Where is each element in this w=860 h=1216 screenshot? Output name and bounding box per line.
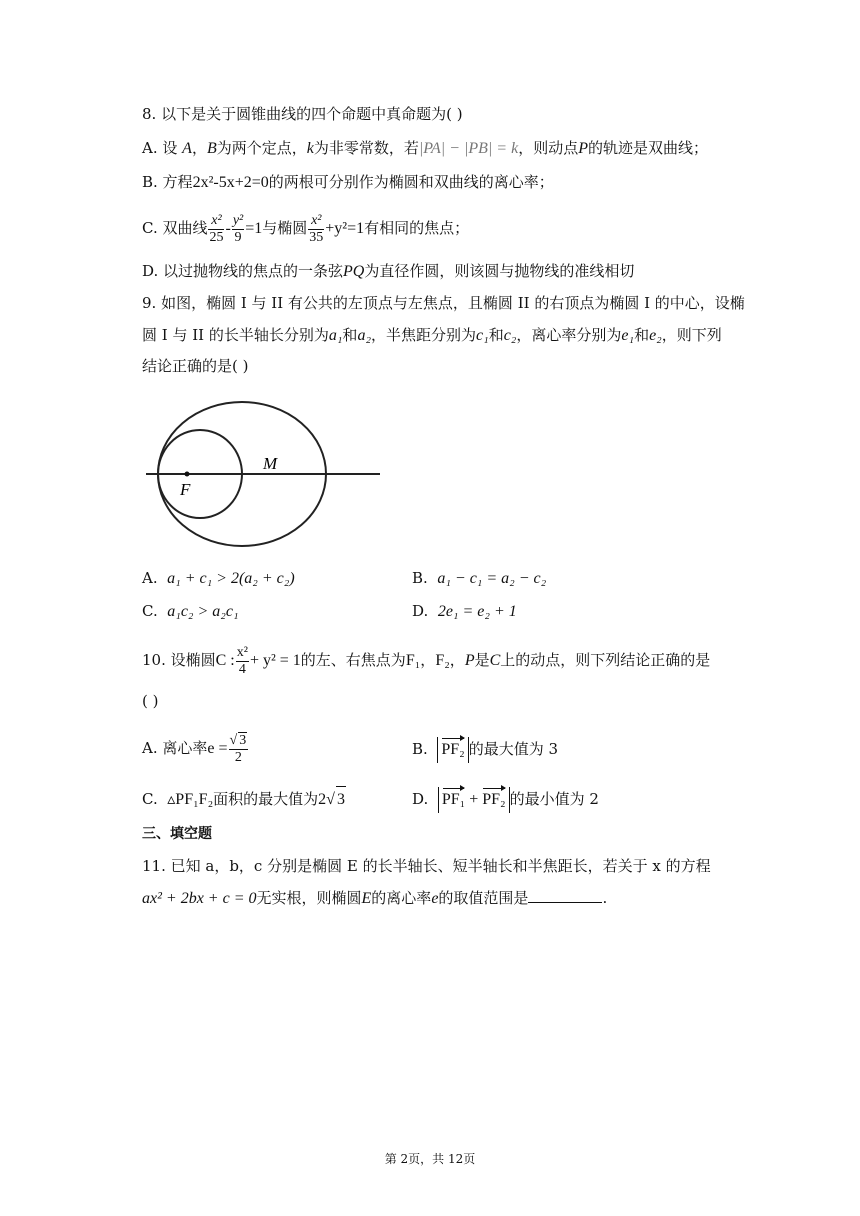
q10-opta-frac: $\frac{√ 3}{2}$ (229, 733, 247, 765)
q8-a-pre: A. 设 (142, 139, 178, 157)
page-footer: 第 2页，共 12页 (384, 1152, 476, 1166)
q11-post: 无实根，则椭圆 (256, 889, 362, 907)
q10-optc-root: 3 (336, 786, 346, 813)
q10-optd-post: 的最小值为 2 (509, 790, 599, 808)
q10-option-d (412, 786, 599, 813)
q10-option-a (142, 728, 249, 769)
q8-a-mid: 为两个定点， (216, 139, 307, 157)
q8-a-mid2: 为非零常数，若 (313, 139, 419, 157)
q10-opta-e: e = (207, 740, 228, 757)
q11-post3: 的取值范围是 (438, 889, 529, 907)
q8-c-eq1: =1 (245, 220, 263, 237)
q9-a2: a₂ (357, 327, 371, 344)
label-M: M (263, 454, 278, 473)
q9-a1: a₁ (328, 327, 343, 344)
q8-a-sep: ， (191, 139, 207, 157)
q10-P: P (464, 652, 475, 669)
q9-line2-mid2: ，离心率分别为 (516, 326, 622, 344)
q10-optc-tri: ▵PF₁F₂ (167, 791, 214, 808)
q10-C: C : (215, 652, 235, 669)
q11-line2 (142, 888, 607, 909)
q10-optc-mid: 面积的最大值为 (213, 790, 319, 808)
q10-mid3: 是 (474, 651, 490, 669)
q9-c2: c₂ (503, 327, 517, 344)
section-title: 三、填空题 (142, 826, 212, 842)
q8-c-pre: C. 双曲线 (142, 219, 208, 237)
q8-a-post1: ，则动点 (518, 139, 579, 157)
q8-c-frac1: $\frac{\text{x²}}{25}$ (209, 212, 224, 245)
q8-c-post: 有相同的焦点； (364, 219, 470, 237)
q9-line2-post: ，则下列 (661, 326, 722, 344)
q11-line1: 11. 已知 a，b，c 分别是椭圆 E 的长半轴长、短半轴长和半焦距长，若关于 x 的方程 (142, 857, 711, 875)
q9-c1: c₁ (476, 327, 489, 344)
q10-optc-label: C. (142, 790, 158, 808)
q9-line2-pre: 圆 I 与 II 的长半轴长分别为 (142, 326, 329, 344)
q10-option-b (412, 736, 558, 763)
q9-line3: 结论正确的是( ) (142, 357, 249, 375)
q10-optd-norm: PF₁ + PF₂ (438, 787, 510, 813)
q10-mid: 的左、右焦点为 (300, 651, 406, 669)
q8-a-formula: |PA| − |PB| = k (418, 140, 519, 157)
q10-C2: C (489, 652, 501, 669)
q8-c-frac2: $\frac{\text{y²}}{9}$ (232, 212, 244, 245)
q10-comma: ， (420, 651, 436, 669)
q9-optb-label: B. (412, 569, 428, 587)
q9-option-b (412, 568, 546, 589)
q8-option-b (142, 172, 554, 193)
q11-end: . (602, 889, 608, 907)
q11-e: e (431, 890, 439, 907)
q9-line2 (142, 325, 722, 346)
q8-c-plus: +y²=1 (325, 220, 365, 237)
q9-opta-math: a₁ + c₁ > 2(a₂ + c₂) (167, 570, 295, 587)
q9-optb-math: a₁ − c₁ = a₂ − c₂ (437, 570, 547, 587)
q8-d-post: 为直径作圆，则该圆与抛物线的准线相切 (364, 262, 635, 280)
q8-option-d (142, 261, 634, 282)
q9-option-c (142, 601, 239, 622)
answer-blank[interactable] (528, 888, 602, 903)
q9-line2-mid: ，半焦距分别为 (371, 326, 477, 344)
q8-a-B: B (206, 140, 217, 157)
q8-stem: 8. 以下是关于圆锥曲线的四个命题中真命题为( ) (142, 105, 463, 123)
q8-c-mid: 与椭圆 (262, 219, 308, 237)
q10-post: 上的动点，则下列结论正确的是 (500, 651, 711, 669)
q10-F1: F₁ (405, 652, 421, 669)
q10-frac: $\frac{\text{x²}}{4}$ (236, 644, 248, 677)
q11-E: E (361, 890, 372, 907)
q10-pre: 10. 设椭圆 (142, 651, 216, 669)
q10-optc-val: 2 (318, 791, 327, 808)
label-F: F (180, 480, 191, 499)
q11-post2: 的离心率 (371, 889, 432, 907)
q8-option-a (142, 138, 708, 159)
q8-a-post2: 的轨迹是双曲线； (588, 139, 709, 157)
q9-optc-label: C. (142, 602, 158, 620)
q8-c-frac3: $\frac{\text{x²}}{35}$ (309, 212, 324, 245)
q8-c-minus: - (225, 220, 231, 237)
focus-point (185, 472, 190, 477)
q10-optd-label: D. (412, 790, 429, 808)
q8-d-pre: D. 以过抛物线的焦点的一条弦 (142, 262, 344, 280)
q8-b-eq: 2x²-5x+2=0 (192, 174, 269, 191)
q9-optd-label: D. (412, 602, 429, 620)
q10-mid2: ， (449, 651, 465, 669)
q10-optb-post: 的最大值为 3 (468, 740, 559, 758)
q9-and1: 和 (342, 326, 358, 344)
q10-optb-norm: PF₂ (437, 737, 468, 763)
q9-option-d (412, 601, 517, 622)
q8-b-text: B. 方程 (142, 173, 193, 191)
q9-optc-math: a₁c₂ > a₂c₁ (167, 603, 239, 620)
ellipse-figure (140, 400, 385, 550)
q11-eq: ax² + 2bx + c = 0 (142, 890, 257, 907)
q10-option-c: C. ▵PF₁F₂面积的最大值为2√ 3 (142, 786, 346, 813)
q9-optd-math: 2e₁ = e₂ + 1 (437, 603, 517, 620)
q9-e1: e₁ (621, 327, 635, 344)
q10-stem (142, 640, 710, 681)
q10-F2: F₂ (435, 652, 450, 669)
q10-opta-label: A. 离心率 (142, 739, 208, 757)
q9-e2: e₂ (649, 327, 662, 344)
q8-a-P: P (578, 140, 588, 157)
q9-and3: 和 (634, 326, 650, 344)
q10-plus: + y² = 1 (249, 652, 301, 669)
q9-opta-label: A. (142, 569, 158, 587)
q8-a-A: A (182, 140, 192, 157)
q9-and2: 和 (488, 326, 504, 344)
q8-option-c (142, 208, 469, 249)
q8-d-PQ: PQ (343, 263, 365, 280)
q10-optb-label: B. (412, 740, 428, 758)
q10-paren: ( ) (142, 692, 159, 710)
q8-a-k: k (306, 140, 314, 157)
q8-b-post: 的两根可分别作为椭圆和双曲线的离心率； (268, 173, 554, 191)
q9-option-a (142, 568, 295, 589)
q9-line1: 9. 如图，椭圆 I 与 II 有公共的左顶点与左焦点，且椭圆 II 的右顶点为椭圆 I 的中心，设椭 (142, 294, 745, 312)
